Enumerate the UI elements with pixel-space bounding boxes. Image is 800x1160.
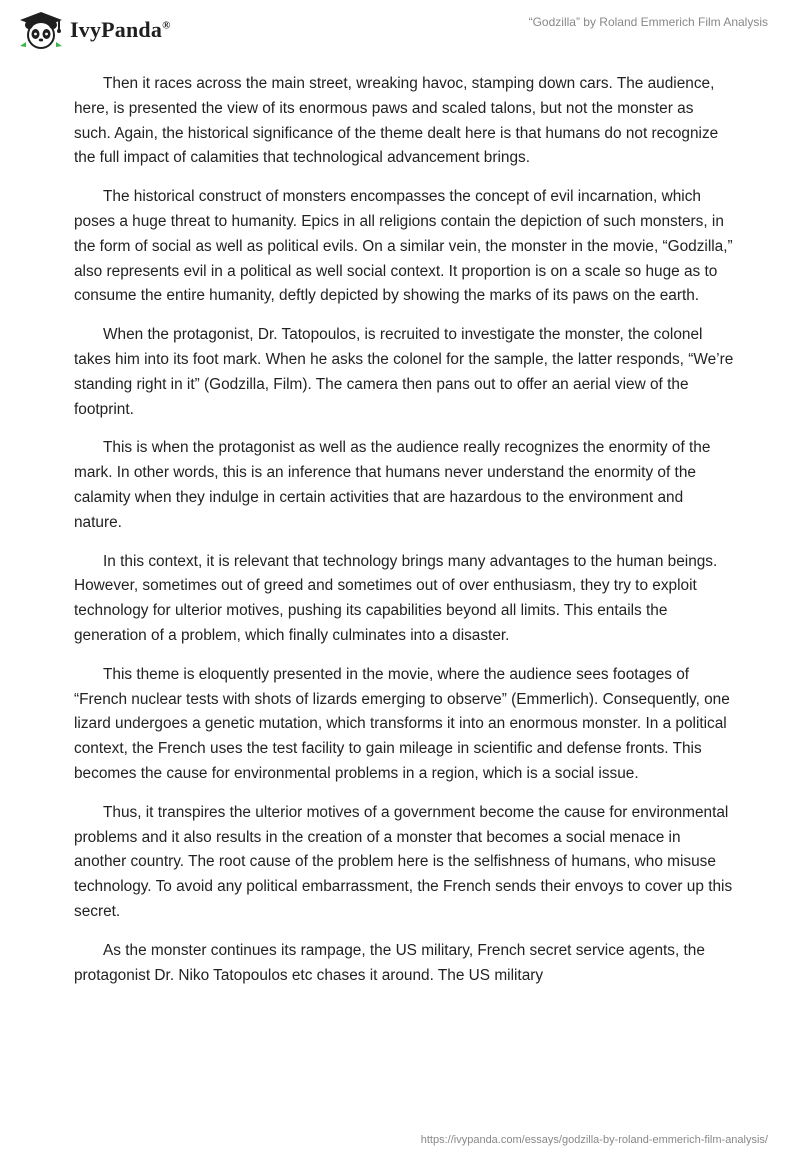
paragraph: The historical construct of monsters encompasses the concept of evil incarnation, which poses a huge threat to humanity. Epics in all religions contain the depiction of such monsters, in the form of social as well as political evils. On a similar vein, the monster in the movie, “Godzilla,” also represents evil in a political as well social context. It proportion is on a scale so huge as to consume the entire humanity, deftly depicted by showing the marks of its paws on the earth.: [74, 188, 733, 305]
paragraph: As the monster continues its rampage, the US military, French secret service agents, the protagonist Dr. Niko Tatopoulos etc chases it around. The US military: [74, 941, 705, 984]
brand-name: IvyPanda®: [70, 17, 171, 42]
ivypanda-logo[interactable]: [16, 10, 171, 50]
panda-graduate-icon: [16, 10, 66, 50]
footer-source-url[interactable]: https://ivypanda.com/essays/godzilla-by-roland-emmerich-film-analysis/: [420, 1134, 768, 1146]
paragraph: Then it races across the main street, wreaking havoc, stamping down cars. The audience, here, is presented the view of its enormous paws and scaled talons, but not the monster as such. Again, the historical significance of the theme dealt here is that humans do not recognize the full impact of calamities that technological advancement brings.: [74, 75, 719, 167]
page-header: [0, 0, 800, 60]
paragraph: This is when the protagonist as well as the audience really recognizes the enormity of the mark. In other words, this is an inference that humans never understand the enormity of the calamity when they indulge in certain activities that are hazardous to the environment and nature.: [74, 439, 711, 531]
paragraph: In this context, it is relevant that technology brings many advantages to the human beings. However, sometimes out of greed and sometimes out of over enthusiasm, they try to exploit technology for ulterior motives, pushing its capabilities beyond all limits. This entails the generation of a problem, which finally culminates into a disaster.: [74, 552, 718, 644]
paragraph: This theme is eloquently presented in the movie, where the audience sees footages of “French nuclear tests with shots of lizards emerging to observe” (Emmerlich). Consequently, one lizard undergoes a genetic mutation, which transforms it into an enormous monster. In a political context, the French uses the test facility to gain mileage in scientific and defense fronts. This becomes the cause for environmental problems in a region, which is a social issue.: [74, 665, 730, 782]
paragraph: When the protagonist, Dr. Tatopoulos, is recruited to investigate the monster, the colonel takes him into its foot mark. When he asks the colonel for the sample, the latter responds, “We’re standing right in it” (Godzilla, Film). The camera then pans out to offer an aerial view of the footprint.: [74, 326, 734, 418]
document-title: “Godzilla” by Roland Emmerich Film Analysis: [528, 15, 768, 29]
essay-body: [74, 72, 734, 1002]
paragraph: Thus, it transpires the ulterior motives of a government become the cause for environmental problems and it also results in the creation of a monster that becomes a social menace in another country. The root cause of the problem here is the selfishness of humans, who misuse technology. To avoid any political embarrassment, the French sends their envoys to cover up this secret.: [74, 803, 733, 920]
